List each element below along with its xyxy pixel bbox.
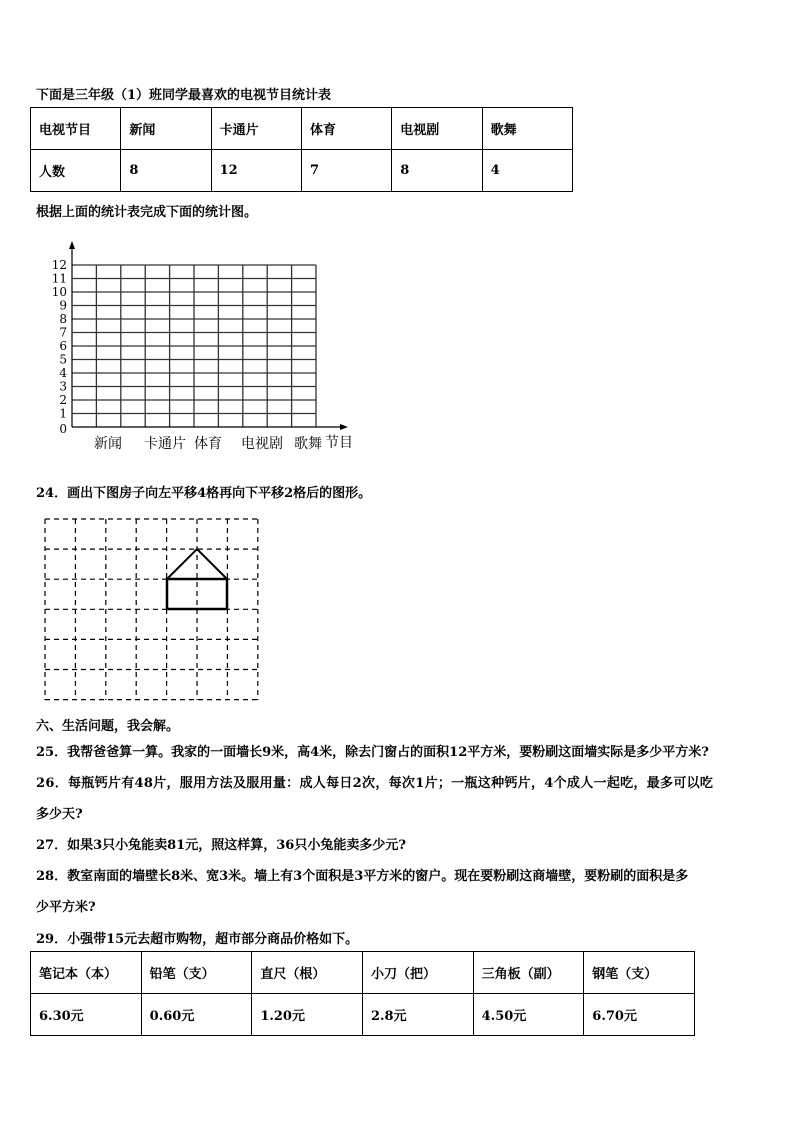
y-tick-label: 5 [59, 352, 67, 367]
y-tick-label: 2 [59, 393, 67, 407]
x-axis-label: 节目 [325, 435, 353, 451]
table-cell: 卡通片 [211, 108, 301, 150]
blank-bar-chart-grid [0, 0, 794, 470]
table-cell: 笔记本（本） [31, 952, 142, 994]
table-intro: 下面是三年级（1）班同学最喜欢的电视节目统计表 [36, 88, 332, 103]
question-29: 29．小强带15元去超市购物，超市部分商品价格如下。 [36, 932, 359, 947]
category-label: 歌舞 [294, 436, 322, 452]
table-row [31, 952, 695, 994]
question-26: 26．每瓶钙片有48片，服用方法及服用量：成人每日2次，每次1片；一瓶这种钙片，4个成人一起吃，最多可以吃 [36, 776, 714, 791]
table-cell: 4.50元 [473, 994, 584, 1036]
y-tick-label: 12 [51, 258, 67, 272]
question-27: 27．如果3只小兔能卖81元，照这样算，36只小兔能卖多少元? [36, 838, 406, 853]
y-tick-label: 1 [59, 406, 67, 421]
house-roof [167, 549, 227, 579]
category-label: 新闻 [94, 436, 122, 452]
category-label: 卡通片 [144, 436, 186, 452]
question-28: 28．教室南面的墙壁长8米、宽3米。墙上有3个面积是3平方米的窗户。现在要粉刷这商墙壁，要粉刷的面积是多 [36, 869, 689, 884]
table-cell: 铅笔（支） [141, 952, 252, 994]
table-row [31, 994, 695, 1036]
table-cell: 7 [301, 150, 391, 192]
table-cell: 8 [392, 150, 482, 192]
table-cell: 三角板（副） [473, 952, 584, 994]
table-cell: 小刀（把） [362, 952, 473, 994]
y-axis-arrow-icon [69, 241, 75, 249]
table-cell: 钢笔（支） [584, 952, 695, 994]
table-cell: 人数 [31, 150, 121, 192]
section-6-heading: 六、生活问题，我会解。 [36, 719, 180, 734]
question-28-cont: 少平方米? [36, 900, 96, 915]
price-table [30, 951, 695, 1036]
table-cell: 1.20元 [252, 994, 363, 1036]
y-tick-label: 4 [59, 366, 67, 380]
y-tick-label: 6 [59, 339, 67, 353]
table-cell: 8 [121, 150, 211, 192]
y-tick-label: 0 [59, 422, 67, 436]
table-cell: 6.30元 [31, 994, 142, 1036]
house-body [167, 579, 227, 609]
table-cell: 电视剧 [392, 108, 482, 150]
question-24: 24．画出下图房子向左平移4格再向下平移2格后的图形。 [36, 486, 372, 501]
table-cell: 0.60元 [141, 994, 252, 1036]
table-cell: 12 [211, 150, 301, 192]
table-cell: 歌舞 [482, 108, 572, 150]
y-tick-label: 9 [59, 298, 67, 313]
question-26-cont: 多少天? [36, 807, 83, 822]
question-25: 25．我帮爸爸算一算。我家的一面墙长9米，高4米，除去门窗占的面积12平方米，要粉刷这面墙实际是多少平方米? [36, 745, 709, 760]
table-cell: 体育 [301, 108, 391, 150]
y-tick-label: 8 [59, 312, 67, 326]
table-cell: 2.8元 [362, 994, 473, 1036]
y-tick-label: 11 [51, 271, 67, 286]
table-cell: 6.70元 [584, 994, 695, 1036]
y-tick-label: 10 [51, 285, 67, 299]
y-tick-label: 3 [59, 379, 67, 394]
y-tick-label: 7 [59, 325, 67, 340]
x-axis-arrow-icon [340, 424, 348, 430]
table-cell: 4 [482, 150, 572, 192]
category-label: 体育 [194, 436, 222, 452]
table-cell: 新闻 [121, 108, 211, 150]
table-cell: 电视节目 [31, 108, 121, 150]
chart-instruction: 根据上面的统计表完成下面的统计图。 [36, 205, 258, 220]
category-label: 电视剧 [241, 436, 283, 452]
table-cell: 直尺（根） [252, 952, 363, 994]
